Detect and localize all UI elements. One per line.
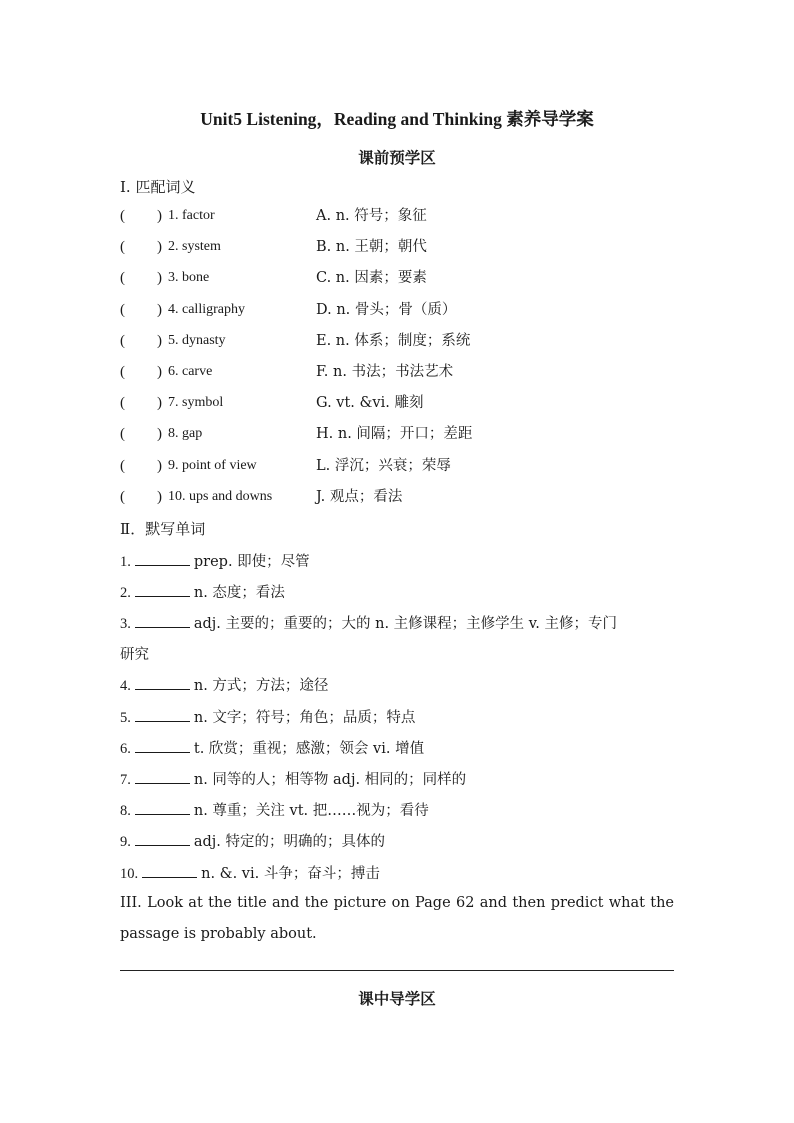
item-definition: n. 同等的人；相等物 adj. 相同的；同样的 xyxy=(193,772,467,788)
vocab-word: 3. bone xyxy=(168,270,210,286)
answer-bracket-open[interactable]: ( xyxy=(120,457,125,474)
vocab-definition: C. n. 因素；要素 xyxy=(316,270,427,287)
item-definition: n. 文字；符号；角色；品质；特点 xyxy=(193,710,416,726)
answer-blank[interactable] xyxy=(135,708,190,722)
item-definition: adj. 特定的；明确的；具体的 xyxy=(193,834,386,850)
answer-blank[interactable] xyxy=(135,832,190,846)
part2-heading: Ⅱ．默写单词 xyxy=(120,520,206,538)
item-definition: prep. 即使；尽管 xyxy=(193,554,310,570)
dictation-item xyxy=(120,768,676,789)
vocab-definition: G. vt. &vi. 雕刻 xyxy=(316,395,424,412)
answer-blank[interactable] xyxy=(142,864,197,878)
section-heading-in-class: 课中导学区 xyxy=(358,989,436,1008)
dictation-item xyxy=(120,799,676,820)
dictation-item xyxy=(120,643,676,664)
answer-blank[interactable] xyxy=(135,801,190,815)
vocab-definition: A. n. 符号；象征 xyxy=(316,208,427,224)
item-definition: 研究 xyxy=(120,647,149,663)
vocab-definition: B. n. 王朝；朝代 xyxy=(316,239,427,256)
vocab-word: 4. calligraphy xyxy=(168,301,245,317)
answer-bracket-close: ) xyxy=(157,395,162,412)
answer-bracket-open[interactable]: ( xyxy=(120,332,125,349)
page-title: Unit5 Listening，Reading and Thinking 素养导学案 xyxy=(200,109,594,129)
item-number: 9. xyxy=(120,834,131,850)
item-definition: n. &. vi. 斗争；奋斗；搏击 xyxy=(201,866,380,882)
answer-blank[interactable] xyxy=(135,583,190,597)
vocab-word: 7. symbol xyxy=(168,395,224,411)
section-divider xyxy=(120,970,674,971)
vocab-word: 10. ups and downs xyxy=(168,488,273,504)
item-number: 4. xyxy=(120,678,131,694)
vocab-word: 9. point of view xyxy=(168,457,257,473)
answer-bracket-close: ) xyxy=(157,332,162,349)
item-definition: adj. 主要的；重要的；大的 n. 主修课程；主修学生 v. 主修；专门 xyxy=(193,616,617,632)
vocab-word: 1. factor xyxy=(168,208,215,223)
item-number: 5. xyxy=(120,710,131,726)
item-number: 8. xyxy=(120,803,131,819)
vocab-definition: E. n. 体系；制度；系统 xyxy=(316,332,471,349)
answer-bracket-open[interactable]: ( xyxy=(120,208,125,224)
vocab-word: 2. system xyxy=(168,239,221,255)
item-number: 2. xyxy=(120,585,131,601)
answer-bracket-close: ) xyxy=(157,426,162,443)
answer-bracket-close: ) xyxy=(157,270,162,287)
dictation-item xyxy=(120,612,676,633)
vocab-definition: L. 浮沉；兴衰；荣辱 xyxy=(316,457,451,474)
answer-bracket-close: ) xyxy=(157,364,162,380)
vocab-definition: H. n. 间隔；开口；差距 xyxy=(316,426,473,443)
dictation-item xyxy=(120,581,676,602)
answer-bracket-open[interactable]: ( xyxy=(120,239,125,256)
answer-bracket-close: ) xyxy=(157,457,162,474)
vocab-definition: J. 观点；看法 xyxy=(316,488,403,505)
section-heading-pre-class: 课前预学区 xyxy=(358,148,436,167)
item-number: 3. xyxy=(120,616,131,632)
answer-bracket-open[interactable]: ( xyxy=(120,270,125,287)
item-number: 7. xyxy=(120,772,131,788)
answer-bracket-open[interactable]: ( xyxy=(120,488,125,505)
answer-blank[interactable] xyxy=(135,739,190,753)
vocab-word: 6. carve xyxy=(168,364,213,379)
item-definition: n. 方式；方法；途径 xyxy=(193,678,329,694)
dictation-item xyxy=(120,830,676,851)
item-number: 6. xyxy=(120,741,131,757)
dictation-item xyxy=(120,706,676,727)
dictation-item xyxy=(120,737,676,758)
vocab-definition: D. n. 骨头；骨（质） xyxy=(316,301,457,318)
answer-blank[interactable] xyxy=(135,552,190,566)
vocab-word: 8. gap xyxy=(168,426,203,442)
part1-heading: I. 匹配词义 xyxy=(120,178,196,196)
item-definition: n. 尊重；关注 vt. 把……视为；看待 xyxy=(193,803,429,819)
answer-blank[interactable] xyxy=(135,770,190,784)
answer-bracket-close: ) xyxy=(157,488,162,505)
answer-bracket-open[interactable]: ( xyxy=(120,301,125,318)
answer-bracket-open[interactable]: ( xyxy=(120,395,125,412)
dictation-item xyxy=(120,550,676,571)
vocab-word: 5. dynasty xyxy=(168,332,226,348)
item-definition: t. 欣赏；重视；感激；领会 vi. 增值 xyxy=(193,741,425,757)
answer-blank[interactable] xyxy=(135,676,190,690)
answer-bracket-open[interactable]: ( xyxy=(120,426,125,443)
item-number: 1. xyxy=(120,554,131,570)
answer-bracket-close: ) xyxy=(157,208,162,224)
answer-blank[interactable] xyxy=(135,614,190,628)
item-number: 10. xyxy=(120,866,139,882)
dictation-item xyxy=(120,674,676,695)
dictation-item xyxy=(120,862,676,883)
vocab-definition: F. n. 书法；书法艺术 xyxy=(316,364,454,380)
answer-bracket-close: ) xyxy=(157,239,162,256)
part3-prompt: III. Look at the title and the picture on Page 62 and then predict what the passage is probably about. xyxy=(120,895,674,942)
item-definition: n. 态度；看法 xyxy=(193,585,285,601)
answer-bracket-open[interactable]: ( xyxy=(120,364,125,380)
answer-bracket-close: ) xyxy=(157,301,162,318)
